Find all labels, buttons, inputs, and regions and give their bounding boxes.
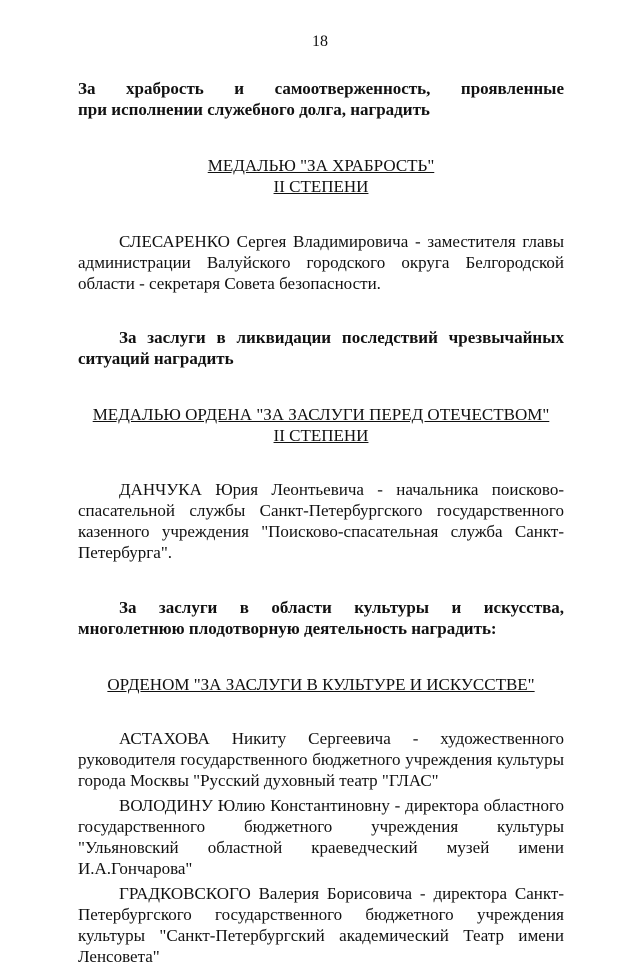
award-intro-culture: За заслуги в области культуры и искусства, многолетнюю плодотворную деятельность наградить: — [78, 598, 564, 638]
awardee-paragraph: ГРАДКОВСКОГО Валерия Борисовича - директора Санкт-Петербургского государственного бюджетного учреждения культуры "Санкт-Петербургский академический Театр имени Ленсовета" — [78, 884, 564, 966]
awardee-paragraph: ДАНЧУКА Юрия Леонтьевича - начальника поисково-спасательной службы Санкт-Петербургского государственного казенного учреждения "Поисково-спасательная служба Санкт-Петербурга". — [78, 480, 564, 562]
page-number: 18 — [312, 33, 328, 50]
award-title-fatherland-medal — [78, 404, 564, 446]
award-intro-bravery-line1: За храбрость и самоотверженность, проявленные — [78, 79, 564, 98]
awardee-paragraph: АСТАХОВА Никиту Сергеевича - художественного руководителя государственного бюджетного учреждения культуры города Москвы "Русский духовный театр "ГЛАС" — [78, 729, 564, 790]
document-body — [78, 78, 564, 967]
award-title-bravery-medal — [78, 155, 564, 197]
award-title-line2: II СТЕПЕНИ — [273, 177, 369, 196]
award-intro-bravery-line2: при исполнении служебного долга, наградить — [78, 100, 430, 119]
awardee-paragraph: ВОЛОДИНУ Юлию Константиновну - директора областного государственного бюджетного учреждения культуры "Ульяновский областной краеведческий музей имени И.А.Гончарова" — [78, 796, 564, 878]
award-title-line1: ОРДЕНОМ "ЗА ЗАСЛУГИ В КУЛЬТУРЕ И ИСКУССТВЕ" — [107, 675, 535, 694]
award-title-line1: МЕДАЛЬЮ "ЗА ХРАБРОСТЬ" — [207, 156, 435, 175]
awardee-paragraph: СЛЕСАРЕНКО Сергея Владимировича - заместителя главы администрации Валуйского городского округа Белгородской области - секретаря Совета безопасности. — [78, 232, 564, 293]
award-title-line2: II СТЕПЕНИ — [273, 426, 369, 445]
award-intro-emergency: За заслуги в ликвидации последствий чрезвычайных ситуаций наградить — [78, 328, 564, 368]
award-title-culture-order — [78, 674, 564, 695]
award-title-line1: МЕДАЛЬЮ ОРДЕНА "ЗА ЗАСЛУГИ ПЕРЕД ОТЕЧЕСТВОМ" — [92, 405, 550, 424]
